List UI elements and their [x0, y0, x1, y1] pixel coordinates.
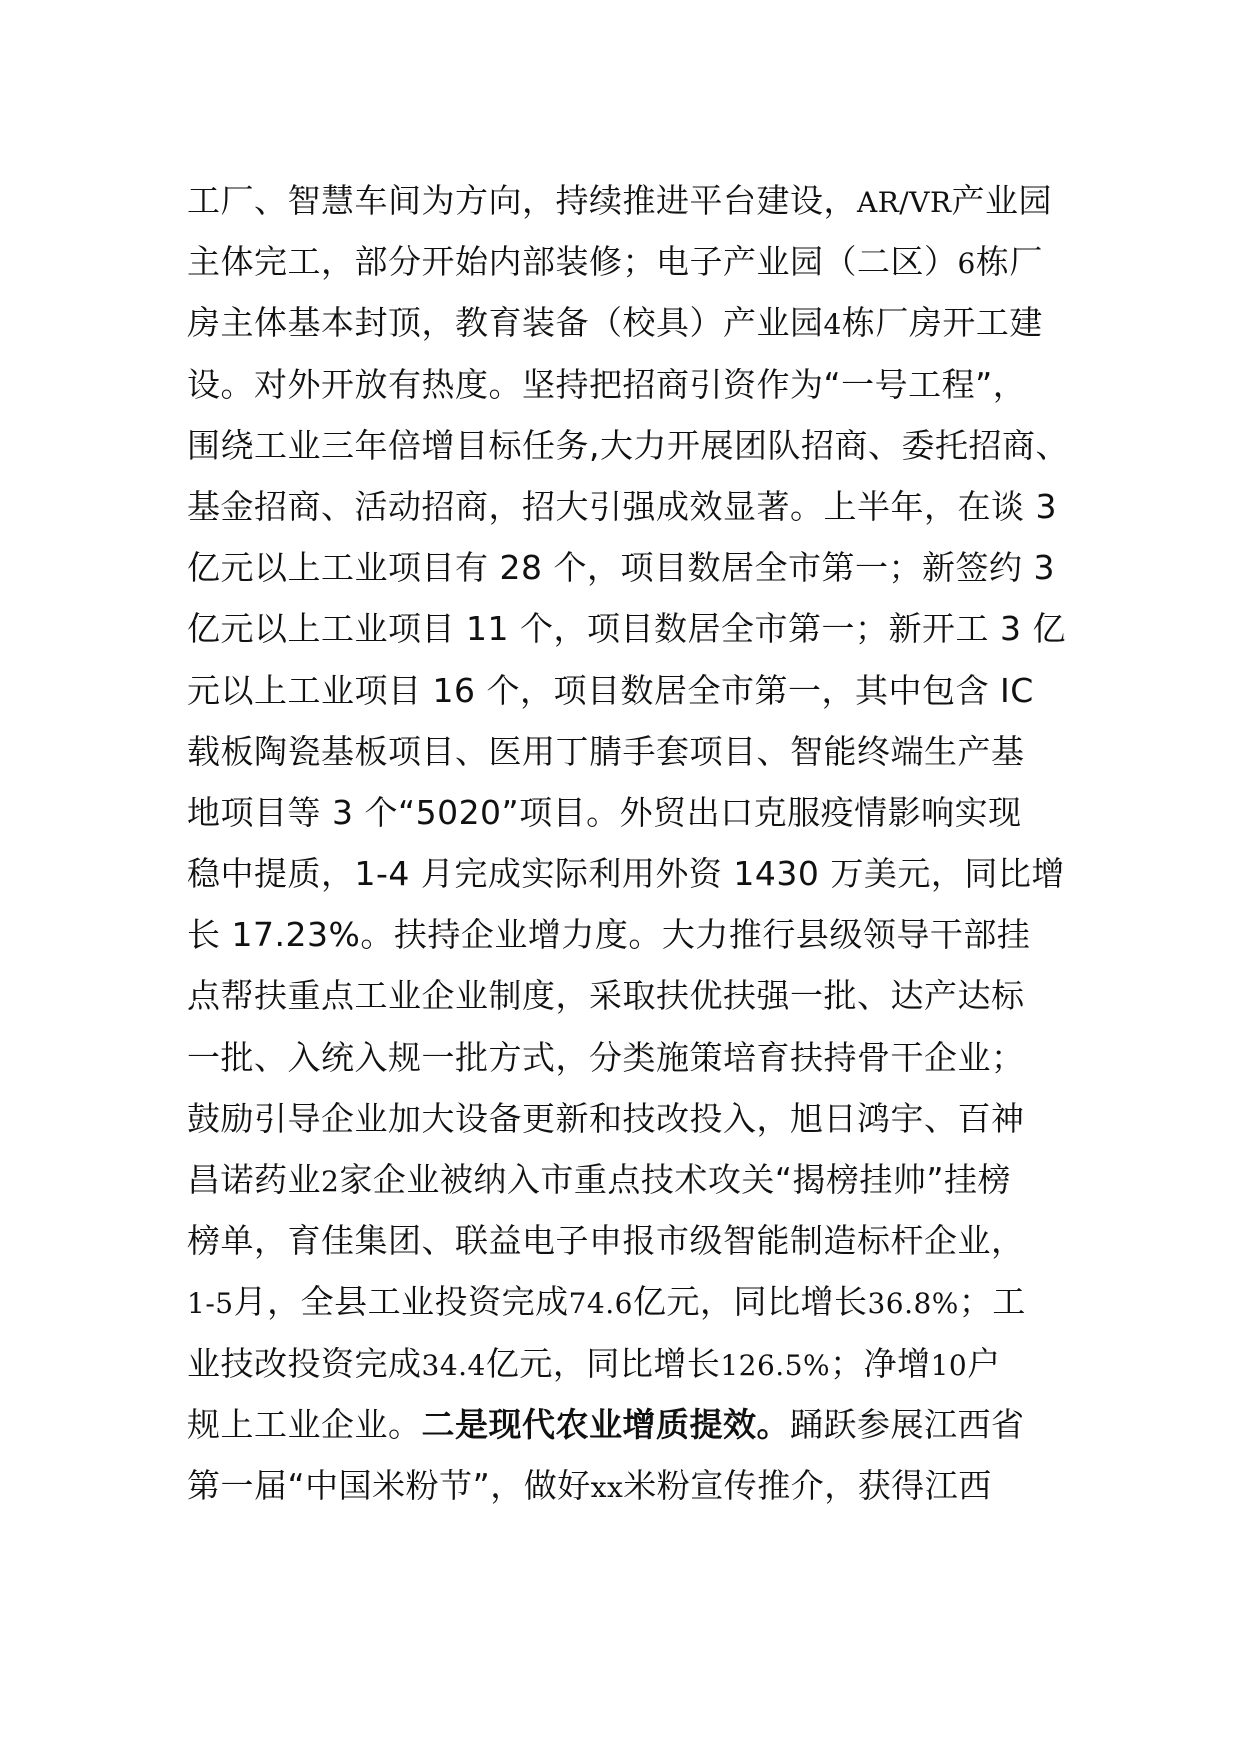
text-segment: 长 17.23%。扶持企业增力度。大力推行县级领导干部挂 — [187, 915, 1031, 955]
text-segment: 产业园 — [951, 181, 1053, 220]
text-segment: 房主体基本封顶，教育装备（校具）产业园 — [187, 303, 824, 343]
text-line — [187, 292, 1087, 353]
text-line — [187, 965, 1087, 1026]
text-line — [187, 1210, 1087, 1271]
text-segment: xx — [590, 1470, 624, 1504]
text-segment: ；工 — [958, 1282, 1026, 1322]
text-line — [187, 1394, 1087, 1455]
body-text — [187, 170, 1087, 1516]
text-line — [187, 537, 1087, 598]
text-segment: 踊跃参展江西省 — [790, 1404, 1025, 1444]
text-segment: 工厂、智慧车间为方向，持续推进平台建设， — [187, 181, 857, 220]
text-segment: 围绕工业三年倍增目标任务,大力开展团队招商、委托招商、 — [187, 425, 1069, 465]
text-segment: 米粉宣传推介，获得江西 — [623, 1465, 992, 1505]
text-line — [187, 476, 1087, 537]
text-segment: 74.6 — [568, 1287, 633, 1321]
text-segment: 户 — [967, 1343, 1001, 1383]
text-segment: 亿元以上工业项目 11 个，项目数居全市第一；新开工 3 亿 — [187, 609, 1066, 649]
text-segment: 126.5% — [720, 1348, 831, 1382]
text-line — [187, 843, 1087, 904]
text-segment: 36.8% — [867, 1287, 959, 1321]
text-segment: 一批、入统入规一批方式，分类施策培育扶持骨干企业； — [187, 1037, 1025, 1077]
text-segment: 稳中提质，1-4 月完成实际利用外资 1430 万美元，同比增 — [187, 854, 1065, 894]
text-line — [187, 721, 1087, 782]
text-line — [187, 904, 1087, 965]
text-segment: 地项目等 3 个“5020”项目。外贸出口克服疫情影响实现 — [187, 792, 1022, 832]
text-segment: 业技改投资完成 — [187, 1343, 422, 1383]
text-segment: 亿元，同比增长 — [485, 1343, 721, 1383]
text-line — [187, 1455, 1087, 1516]
text-segment: 昌诺药业 — [187, 1160, 321, 1199]
text-segment: 月，全县工业投资完成 — [233, 1282, 569, 1322]
text-line — [187, 782, 1087, 843]
text-segment: 34.4 — [421, 1348, 486, 1382]
text-segment: 载板陶瓷基板项目、医用丁腈手套项目、智能终端生产基 — [187, 731, 1025, 771]
text-segment: 4 — [823, 308, 842, 342]
text-line — [187, 1088, 1087, 1149]
bold-heading-segment: 二是现代农业增质提效。 — [421, 1404, 790, 1444]
text-segment: 10 — [930, 1348, 968, 1382]
text-segment: 家企业被纳入市重点技术攻关“揭榜挂帅”挂榜 — [339, 1160, 1012, 1199]
text-segment: 2 — [321, 1165, 340, 1198]
text-segment: 元以上工业项目 16 个，项目数居全市第一，其中包含 IC — [187, 670, 1034, 710]
text-line — [187, 415, 1087, 476]
text-segment: 亿元，同比增长 — [632, 1282, 868, 1322]
text-line — [187, 598, 1087, 659]
text-segment: 主体完工，部分开始内部装修；电子产业园（二区） — [187, 242, 958, 282]
text-segment: 栋厂房开工建 — [841, 303, 1043, 343]
text-line — [187, 1333, 1087, 1394]
text-segment: 1-5 — [187, 1287, 234, 1321]
text-line — [187, 660, 1087, 721]
text-line — [187, 170, 1087, 231]
text-line — [187, 1149, 1087, 1210]
text-segment: 亿元以上工业项目有 28 个，项目数居全市第一；新签约 3 — [187, 548, 1055, 588]
text-segment: ；净增 — [830, 1343, 931, 1383]
text-segment: 规上工业企业。 — [187, 1404, 422, 1444]
text-line — [187, 1271, 1087, 1332]
text-segment: 6 — [957, 247, 976, 281]
text-line — [187, 1027, 1087, 1088]
text-segment: 基金招商、活动招商，招大引强成效显著。上半年，在谈 3 — [187, 486, 1057, 526]
text-segment: 栋厂 — [975, 242, 1043, 282]
text-segment: AR/VR — [857, 186, 952, 219]
text-segment: 鼓励引导企业加大设备更新和技改投入，旭日鸿宇、百神 — [187, 1098, 1025, 1138]
text-segment: 第一届“中国米粉节”，做好 — [187, 1465, 591, 1505]
text-segment: 榜单，育佳集团、联益电子申报市级智能制造标杆企业， — [187, 1221, 1025, 1261]
text-segment: 点帮扶重点工业企业制度，采取扶优扶强一批、达产达标 — [187, 976, 1025, 1016]
text-segment: 设。对外开放有热度。坚持把招商引资作为“一号工程”， — [187, 364, 1027, 404]
text-line — [187, 231, 1087, 292]
text-line — [187, 354, 1087, 415]
